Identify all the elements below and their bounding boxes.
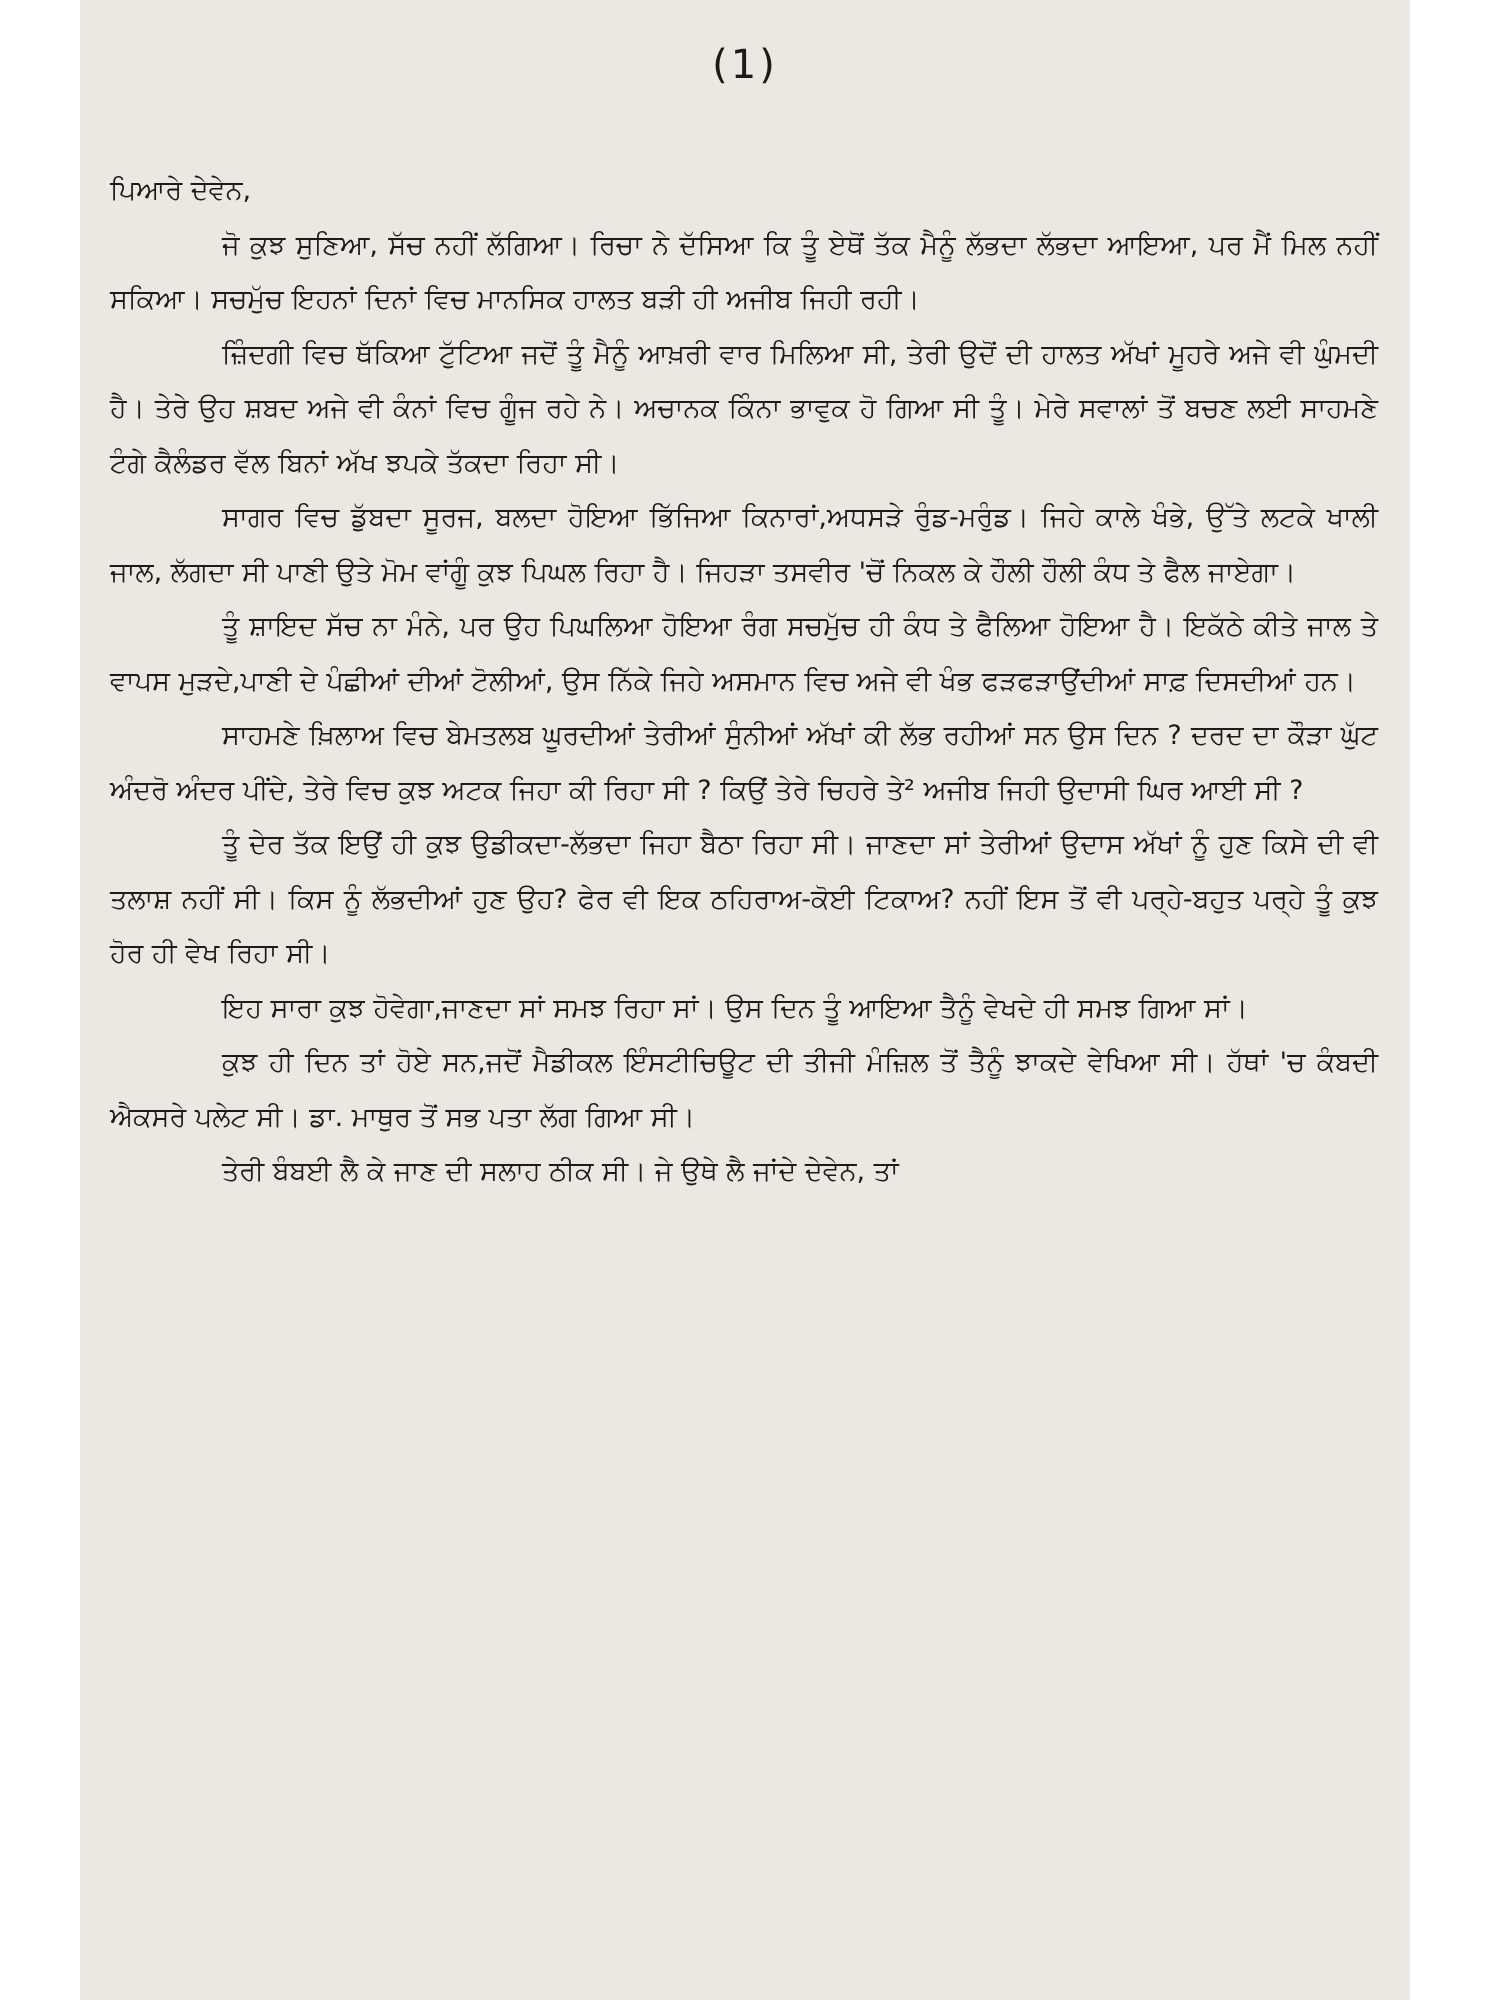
paragraph-6: ਤੂੰ ਦੇਰ ਤੱਕ ਇਉਂ ਹੀ ਕੁਝ ਉਡੀਕਦਾ-ਲੱਭਦਾ ਜਿਹਾ ਬੈਠਾ ਰਿਹਾ ਸੀ। ਜਾਣਦਾ ਸਾਂ ਤੇਰੀਆਂ ਉਦਾਸ ਅੱਖਾਂ ਨੂੰ ਹੁਣ ਕਿਸੇ ਦੀ ਵੀ ਤਲਾਸ਼ ਨਹੀਂ ਸੀ। ਕਿਸ ਨੂੰ ਲੱਭਦੀਆਂ ਹੁਣ ਉਹ? ਫੇਰ ਵੀ ਇਕ ਠਹਿਰਾਅ-ਕੋਈ ਟਿਕਾਅ? ਨਹੀਂ ਇਸ ਤੋਂ ਵੀ ਪਰ੍ਹੇ-ਬਹੁਤ ਪਰ੍ਹੇ ਤੂੰ ਕੁਝ ਹੋਰ ਹੀ ਵੇਖ ਰਿਹਾ ਸੀ। (110, 829, 1378, 969)
paragraph-4: ਤੂੰ ਸ਼ਾਇਦ ਸੱਚ ਨਾ ਮੰਨੇ, ਪਰ ਉਹ ਪਿਘਲਿਆ ਹੋਇਆ ਰੰਗ ਸਚਮੁੱਚ ਹੀ ਕੰਧ ਤੇ ਫੈਲਿਆ ਹੋਇਆ ਹੈ। ਇਕੱਠੇ ਕੀਤੇ ਜਾਲ ਤੇ ਵਾਪਸ ਮੁੜਦੇ,ਪਾਣੀ ਦੇ ਪੰਛੀਆਂ ਦੀਆਂ ਟੋਲੀਆਂ, ਉਸ ਨਿੱਕੇ ਜਿਹੇ ਅਸਮਾਨ ਵਿਚ ਅਜੇ ਵੀ ਖੰਭ ਫੜਫੜਾਉਂਦੀਆਂ ਸਾਫ਼ ਦਿਸਦੀਆਂ ਹਨ। (110, 611, 1378, 697)
paragraph-2: ਜ਼ਿੰਦਗੀ ਵਿਚ ਥੱਕਿਆ ਟੁੱਟਿਆ ਜਦੋਂ ਤੂੰ ਮੈਨੂੰ ਆਖ਼ਰੀ ਵਾਰ ਮਿਲਿਆ ਸੀ, ਤੇਰੀ ਉਦੋਂ ਦੀ ਹਾਲਤ ਅੱਖਾਂ ਮੂਹਰੇ ਅਜੇ ਵੀ ਘੁੰਮਦੀ ਹੈ। ਤੇਰੇ ਉਹ ਸ਼ਬਦ ਅਜੇ ਵੀ ਕੰਨਾਂ ਵਿਚ ਗੂੰਜ ਰਹੇ ਨੇ। ਅਚਾਨਕ ਕਿੰਨਾ ਭਾਵੁਕ ਹੋ ਗਿਆ ਸੀ ਤੂੰ। ਮੇਰੇ ਸਵਾਲਾਂ ਤੋਂ ਬਚਣ ਲਈ ਸਾਹਮਣੇ ਟੰਗੇ ਕੈਲੰਡਰ ਵੱਲ ਬਿਨਾਂ ਅੱਖ ਝਪਕੇ ਤੱਕਦਾ ਰਿਹਾ ਸੀ। (110, 338, 1378, 479)
paragraph-8: ਕੁਝ ਹੀ ਦਿਨ ਤਾਂ ਹੋਏ ਸਨ,ਜਦੋਂ ਮੈਡੀਕਲ ਇੰਸਟੀਚਿਊਟ ਦੀ ਤੀਜੀ ਮੰਜ਼ਿਲ ਤੋਂ ਤੈਨੂੰ ਝਾਕਦੇ ਵੇਖਿਆ ਸੀ। ਹੱਥਾਂ 'ਚ ਕੰਬਦੀ ਐਕਸਰੇ ਪਲੇਟ ਸੀ। ਡਾ. ਮਾਥੁਰ ਤੋਂ ਸਭ ਪਤਾ ਲੱਗ ਗਿਆ ਸੀ। (110, 1047, 1378, 1133)
paragraph-9: ਤੇਰੀ ਬੰਬਈ ਲੈ ਕੇ ਜਾਣ ਦੀ ਸਲਾਹ ਠੀਕ ਸੀ। ਜੇ ਉਥੇ ਲੈ ਜਾਂਦੇ ਦੇਵੇਨ, ਤਾਂ (222, 1156, 899, 1187)
letter-body (110, 164, 1378, 1200)
book-page (80, 0, 1410, 2000)
paragraph-1: ਜੋ ਕੁਝ ਸੁਣਿਆ, ਸੱਚ ਨਹੀਂ ਲੱਗਿਆ। ਰਿਚਾ ਨੇ ਦੱਸਿਆ ਕਿ ਤੂੰ ਏਥੋਂ ਤੱਕ ਮੈਨੂੰ ਲੱਭਦਾ ਲੱਭਦਾ ਆਇਆ, ਪਰ ਮੈਂ ਮਿਲ ਨਹੀਂ ਸਕਿਆ। ਸਚਮੁੱਚ ਇਹਨਾਂ ਦਿਨਾਂ ਵਿਚ ਮਾਨਸਿਕ ਹਾਲਤ ਬੜੀ ਹੀ ਅਜੀਬ ਜਿਹੀ ਰਹੀ। (110, 229, 1378, 315)
page-number: (1) (712, 42, 778, 88)
paragraph-5: ਸਾਹਮਣੇ ਖ਼ਿਲਾਅ ਵਿਚ ਬੇਮਤਲਬ ਘੂਰਦੀਆਂ ਤੇਰੀਆਂ ਸੁੰਨੀਆਂ ਅੱਖਾਂ ਕੀ ਲੱਭ ਰਹੀਆਂ ਸਨ ਉਸ ਦਿਨ ? ਦਰਦ ਦਾ ਕੌੜਾ ਘੁੱਟ ਅੰਦਰੋ ਅੰਦਰ ਪੀਂਦੇ, ਤੇਰੇ ਵਿਚ ਕੁਝ ਅਟਕ ਜਿਹਾ ਕੀ ਰਿਹਾ ਸੀ ? ਕਿਉਂ ਤੇਰੇ ਚਿਹਰੇ ਤੇ² ਅਜੀਬ ਜਿਹੀ ਉਦਾਸੀ ਘਿਰ ਆਈ ਸੀ ? (110, 720, 1378, 806)
letter-salutation: ਪਿਆਰੇ ਦੇਵੇਨ, (110, 175, 252, 206)
paragraph-7: ਇਹ ਸਾਰਾ ਕੁਝ ਹੋਵੇਗਾ,ਜਾਣਦਾ ਸਾਂ ਸਮਝ ਰਿਹਾ ਸਾਂ। ਉਸ ਦਿਨ ਤੂੰ ਆਇਆ ਤੈਨੂੰ ਵੇਖਦੇ ਹੀ ਸਮਝ ਗਿਆ ਸਾਂ। (222, 992, 1248, 1024)
paragraph-3: ਸਾਗਰ ਵਿਚ ਡੁੱਬਦਾ ਸੂਰਜ, ਬਲਦਾ ਹੋਇਆ ਭਿੱਜਿਆ ਕਿਨਾਰਾਂ,ਅਧਸੜੇ ਰੁੰਡ-ਮਰੁੰਡ। ਜਿਹੇ ਕਾਲੇ ਖੰਭੇ, ਉੱਤੇ ਲਟਕੇ ਖਾਲੀ ਜਾਲ, ਲੱਗਦਾ ਸੀ ਪਾਣੀ ਉਤੇ ਮੋਮ ਵਾਂਗੂੰ ਕੁਝ ਪਿਘਲ ਰਿਹਾ ਹੈ। ਜਿਹੜਾ ਤਸਵੀਰ 'ਚੋਂ ਨਿਕਲ ਕੇ ਹੌਲੀ ਹੌਲੀ ਕੰਧ ਤੇ ਫੈਲ ਜਾਏਗਾ। (110, 502, 1378, 588)
